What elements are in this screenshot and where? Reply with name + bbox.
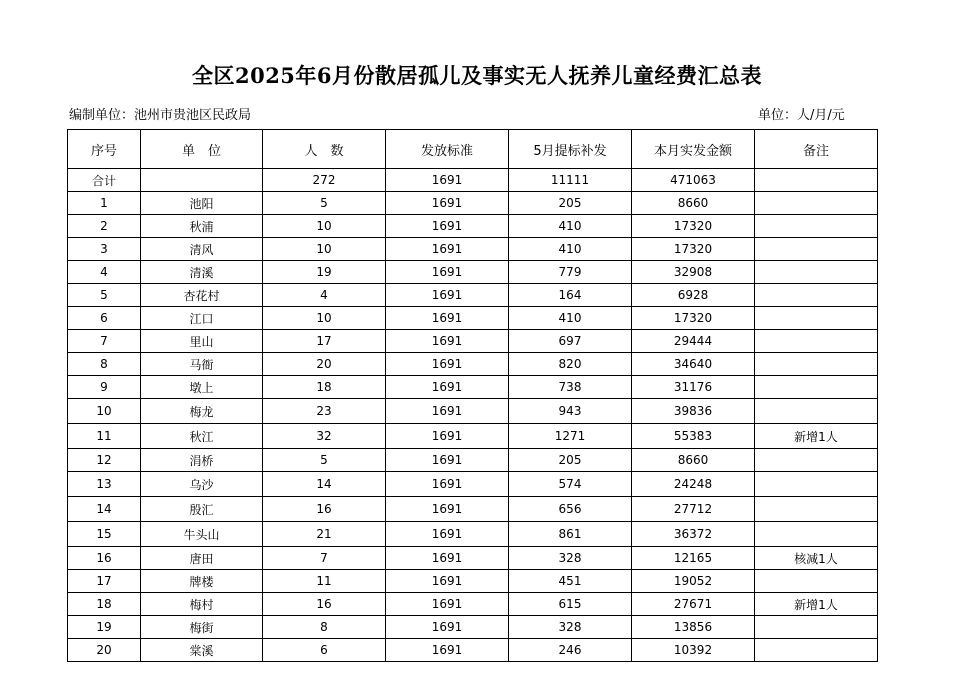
cell-supplement: 11111 — [509, 169, 632, 192]
cell-standard: 1691 — [386, 399, 509, 424]
cell-supplement: 1271 — [509, 424, 632, 449]
cell-unit: 秋浦 — [141, 215, 263, 238]
cell-unit: 棠溪 — [141, 639, 263, 662]
table-row — [68, 639, 878, 662]
cell-count: 18 — [263, 376, 386, 399]
unit-note: 单位：人/月/元 — [758, 108, 845, 123]
table-row — [68, 424, 878, 449]
compiler-label: 编制单位：池州市贵池区民政局 — [69, 108, 252, 123]
cell-amount: 34640 — [632, 353, 755, 376]
cell-count: 7 — [263, 547, 386, 570]
cell-unit: 池阳 — [141, 192, 263, 215]
table-row — [68, 497, 878, 522]
cell-amount: 32908 — [632, 261, 755, 284]
table-row — [68, 399, 878, 424]
table-row — [68, 284, 878, 307]
cell-amount: 12165 — [632, 547, 755, 570]
cell-note — [755, 215, 878, 238]
cell-standard: 1691 — [386, 261, 509, 284]
cell-standard: 1691 — [386, 238, 509, 261]
cell-count: 23 — [263, 399, 386, 424]
cell-supplement: 738 — [509, 376, 632, 399]
cell-note — [755, 449, 878, 472]
cell-count: 11 — [263, 570, 386, 593]
cell-unit: 唐田 — [141, 547, 263, 570]
cell-note — [755, 376, 878, 399]
cell-index: 13 — [68, 472, 141, 497]
cell-supplement: 328 — [509, 616, 632, 639]
cell-count: 272 — [263, 169, 386, 192]
cell-index: 合计 — [68, 169, 141, 192]
cell-supplement: 656 — [509, 497, 632, 522]
cell-count: 17 — [263, 330, 386, 353]
cell-index: 16 — [68, 547, 141, 570]
cell-note — [755, 284, 878, 307]
table-row — [68, 593, 878, 616]
cell-note — [755, 261, 878, 284]
cell-standard: 1691 — [386, 639, 509, 662]
cell-supplement: 410 — [509, 215, 632, 238]
column-header-standard: 发放标准 — [386, 130, 509, 169]
cell-standard: 1691 — [386, 284, 509, 307]
cell-amount: 471063 — [632, 169, 755, 192]
cell-count: 32 — [263, 424, 386, 449]
cell-note — [755, 307, 878, 330]
cell-index: 17 — [68, 570, 141, 593]
cell-amount: 8660 — [632, 449, 755, 472]
cell-amount: 39836 — [632, 399, 755, 424]
cell-index: 6 — [68, 307, 141, 330]
cell-unit: 杏花村 — [141, 284, 263, 307]
cell-note — [755, 522, 878, 547]
cell-index: 3 — [68, 238, 141, 261]
page-title: 全区2025年6月份散居孤儿及事实无人抚养儿童经费汇总表 — [191, 63, 763, 88]
cell-standard: 1691 — [386, 570, 509, 593]
table-row — [68, 192, 878, 215]
cell-supplement: 410 — [509, 238, 632, 261]
cell-note — [755, 353, 878, 376]
cell-amount: 17320 — [632, 307, 755, 330]
table-row — [68, 472, 878, 497]
cell-count: 21 — [263, 522, 386, 547]
cell-count: 6 — [263, 639, 386, 662]
cell-index: 2 — [68, 215, 141, 238]
cell-standard: 1691 — [386, 616, 509, 639]
cell-count: 19 — [263, 261, 386, 284]
cell-supplement: 697 — [509, 330, 632, 353]
cell-note — [755, 169, 878, 192]
cell-count: 16 — [263, 497, 386, 522]
cell-unit: 清风 — [141, 238, 263, 261]
cell-unit: 牌楼 — [141, 570, 263, 593]
cell-index: 20 — [68, 639, 141, 662]
cell-note: 新增1人 — [755, 593, 878, 616]
cell-amount: 36372 — [632, 522, 755, 547]
cell-amount: 55383 — [632, 424, 755, 449]
cell-index: 10 — [68, 399, 141, 424]
cell-count: 10 — [263, 307, 386, 330]
table-row — [68, 547, 878, 570]
cell-count: 5 — [263, 449, 386, 472]
cell-standard: 1691 — [386, 593, 509, 616]
cell-count: 10 — [263, 215, 386, 238]
table-row — [68, 238, 878, 261]
cell-index: 18 — [68, 593, 141, 616]
column-header-supplement: 5月提标补发 — [509, 130, 632, 169]
table-row — [68, 353, 878, 376]
cell-unit: 牛头山 — [141, 522, 263, 547]
table-row — [68, 261, 878, 284]
column-header-note: 备注 — [755, 130, 878, 169]
cell-note — [755, 399, 878, 424]
cell-unit — [141, 169, 263, 192]
table-row — [68, 570, 878, 593]
table-row — [68, 449, 878, 472]
cell-index: 9 — [68, 376, 141, 399]
cell-amount: 24248 — [632, 472, 755, 497]
cell-amount: 13856 — [632, 616, 755, 639]
cell-supplement: 615 — [509, 593, 632, 616]
cell-supplement: 164 — [509, 284, 632, 307]
cell-count: 16 — [263, 593, 386, 616]
cell-index: 11 — [68, 424, 141, 449]
cell-standard: 1691 — [386, 330, 509, 353]
cell-count: 5 — [263, 192, 386, 215]
cell-count: 14 — [263, 472, 386, 497]
cell-unit: 秋江 — [141, 424, 263, 449]
cell-count: 8 — [263, 616, 386, 639]
cell-standard: 1691 — [386, 376, 509, 399]
table-row — [68, 215, 878, 238]
cell-amount: 27712 — [632, 497, 755, 522]
cell-index: 8 — [68, 353, 141, 376]
cell-supplement: 574 — [509, 472, 632, 497]
cell-note — [755, 472, 878, 497]
cell-unit: 梅龙 — [141, 399, 263, 424]
cell-amount: 8660 — [632, 192, 755, 215]
column-header-count: 人 数 — [263, 130, 386, 169]
cell-note — [755, 497, 878, 522]
cell-unit: 殷汇 — [141, 497, 263, 522]
table-row — [68, 522, 878, 547]
cell-index: 5 — [68, 284, 141, 307]
cell-note: 核减1人 — [755, 547, 878, 570]
cell-standard: 1691 — [386, 307, 509, 330]
cell-standard: 1691 — [386, 547, 509, 570]
cell-standard: 1691 — [386, 169, 509, 192]
cell-note — [755, 330, 878, 353]
cell-index: 4 — [68, 261, 141, 284]
cell-supplement: 820 — [509, 353, 632, 376]
cell-count: 10 — [263, 238, 386, 261]
cell-supplement: 205 — [509, 192, 632, 215]
cell-note — [755, 639, 878, 662]
cell-supplement: 943 — [509, 399, 632, 424]
cell-index: 1 — [68, 192, 141, 215]
cell-note — [755, 192, 878, 215]
cell-supplement: 246 — [509, 639, 632, 662]
cell-amount: 19052 — [632, 570, 755, 593]
cell-supplement: 410 — [509, 307, 632, 330]
cell-standard: 1691 — [386, 192, 509, 215]
cell-standard: 1691 — [386, 353, 509, 376]
table-row — [68, 330, 878, 353]
cell-count: 20 — [263, 353, 386, 376]
cell-count: 4 — [263, 284, 386, 307]
cell-standard: 1691 — [386, 215, 509, 238]
cell-amount: 27671 — [632, 593, 755, 616]
column-header-index: 序号 — [68, 130, 141, 169]
cell-amount: 17320 — [632, 215, 755, 238]
cell-unit: 梅村 — [141, 593, 263, 616]
cell-standard: 1691 — [386, 424, 509, 449]
table-row — [68, 376, 878, 399]
cell-supplement: 861 — [509, 522, 632, 547]
column-header-unit: 单 位 — [141, 130, 263, 169]
cell-index: 19 — [68, 616, 141, 639]
cell-unit: 马衙 — [141, 353, 263, 376]
cell-amount: 10392 — [632, 639, 755, 662]
cell-standard: 1691 — [386, 449, 509, 472]
table-header-row — [68, 130, 878, 169]
cell-unit: 清溪 — [141, 261, 263, 284]
cell-amount: 6928 — [632, 284, 755, 307]
table-row — [68, 307, 878, 330]
cell-standard: 1691 — [386, 522, 509, 547]
cell-supplement: 451 — [509, 570, 632, 593]
cell-index: 12 — [68, 449, 141, 472]
cell-supplement: 205 — [509, 449, 632, 472]
cell-standard: 1691 — [386, 472, 509, 497]
cell-note: 新增1人 — [755, 424, 878, 449]
summary-table — [67, 129, 878, 662]
total-row — [68, 169, 878, 192]
cell-unit: 里山 — [141, 330, 263, 353]
cell-index: 15 — [68, 522, 141, 547]
cell-index: 7 — [68, 330, 141, 353]
cell-unit: 乌沙 — [141, 472, 263, 497]
column-header-amount: 本月实发金额 — [632, 130, 755, 169]
cell-amount: 29444 — [632, 330, 755, 353]
cell-unit: 江口 — [141, 307, 263, 330]
cell-unit: 涓桥 — [141, 449, 263, 472]
cell-amount: 17320 — [632, 238, 755, 261]
cell-supplement: 779 — [509, 261, 632, 284]
cell-note — [755, 238, 878, 261]
cell-standard: 1691 — [386, 497, 509, 522]
table-row — [68, 616, 878, 639]
cell-note — [755, 616, 878, 639]
cell-supplement: 328 — [509, 547, 632, 570]
cell-unit: 梅街 — [141, 616, 263, 639]
cell-note — [755, 570, 878, 593]
cell-unit: 墩上 — [141, 376, 263, 399]
cell-index: 14 — [68, 497, 141, 522]
cell-amount: 31176 — [632, 376, 755, 399]
